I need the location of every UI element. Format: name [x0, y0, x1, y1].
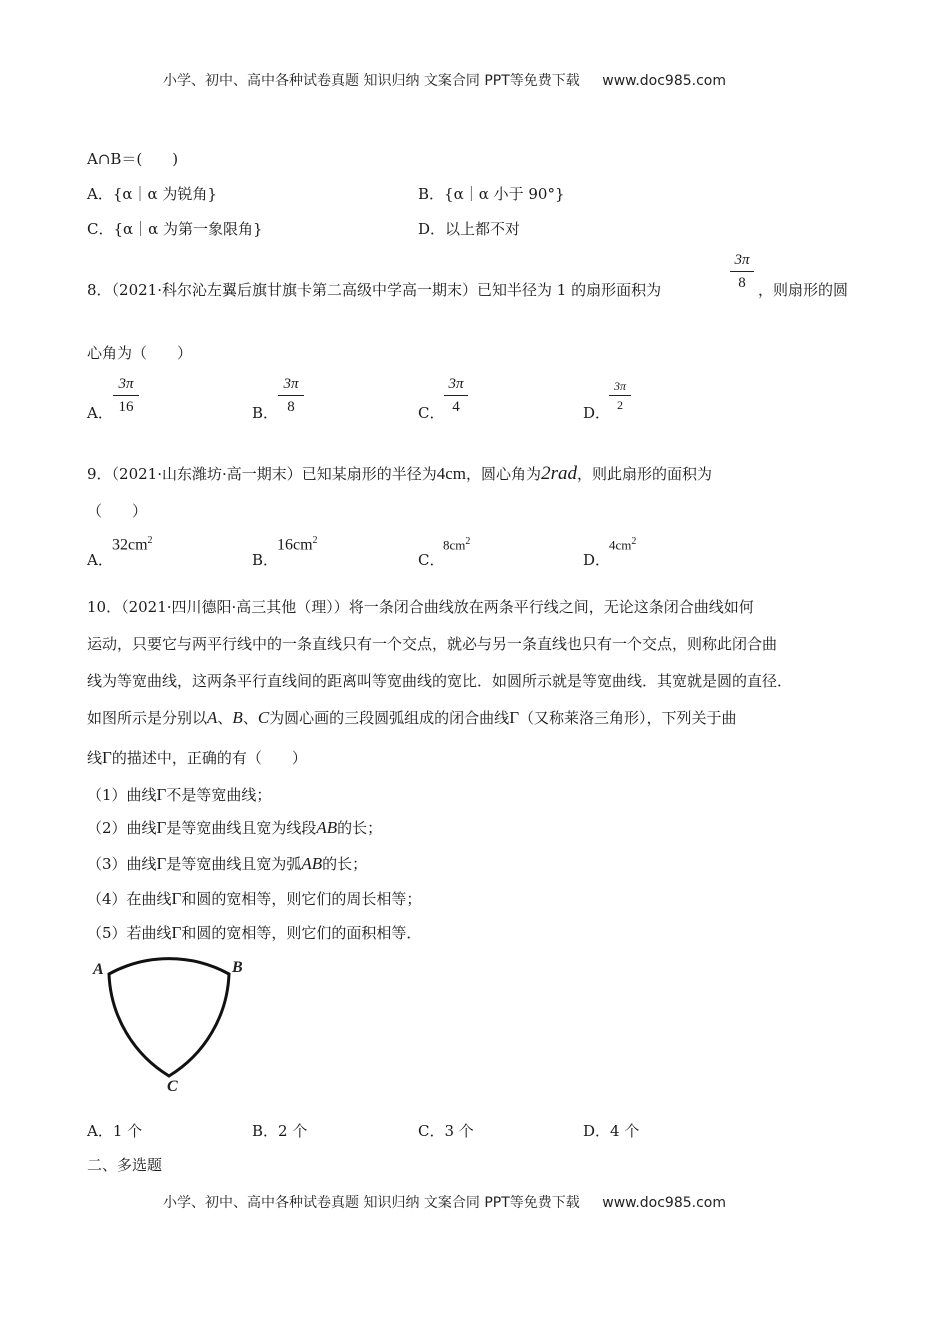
q10-point-a: A [207, 708, 218, 727]
q8-opt-b-num: 3π [283, 376, 299, 392]
q9-opt-d-sup: 2 [631, 536, 637, 547]
fig-label-b: B [232, 959, 243, 976]
q8-option-b-label: B． [252, 404, 279, 422]
section-heading-multi-choice: 二、多选题 [87, 1156, 163, 1174]
q8-opt-a-num: 3π [118, 376, 134, 392]
q9-opt-c-val: 8cm [443, 537, 466, 553]
q9-option-b-value [277, 535, 318, 554]
q9-opt-b-sup: 2 [312, 535, 318, 546]
q10-point-c: C [257, 708, 270, 727]
q10-statement-4 [87, 888, 421, 909]
q8-opt-c-num: 3π [448, 376, 464, 392]
q9-paren: （ ） [87, 502, 148, 520]
q9-opt-b-val: 16cm [277, 536, 313, 554]
q10-statement-2 [87, 817, 382, 838]
q10-s4-b: 和圆的宽相等，则它们的周长相等； [181, 890, 422, 908]
q9-opt-c-sup: 2 [465, 536, 471, 547]
fig-label-a: A [93, 961, 104, 978]
q10-ab-arc: AB [301, 854, 323, 873]
q10-s1-a: （1）曲线 [87, 786, 157, 804]
footer-site: www.doc985.com [602, 1195, 726, 1211]
q10-line4-b: 为圆心画的三段圆弧组成的闭合曲线 [269, 709, 510, 727]
q8-opt-d-den: 2 [617, 398, 623, 412]
q10-line4-a: 如图所示是分别以 [87, 709, 208, 727]
q9-option-c-value [443, 536, 470, 553]
q10-sep2: 、 [242, 709, 258, 727]
q8-stem-line1 [87, 279, 661, 300]
q10-gamma: Γ [171, 923, 182, 942]
q10-line4-c: （又称莱洛三角形），下列关于曲 [519, 709, 737, 727]
q7-option-d: D．以上都不对 [418, 220, 521, 238]
q10-statement-3 [87, 853, 367, 874]
q8-opt-c-den: 4 [452, 399, 460, 415]
q10-option-c: C．3 个 [418, 1122, 474, 1140]
q8-option-a-fraction [113, 374, 139, 417]
q9-radius: 4cm [436, 464, 467, 483]
header-text: 小学、初中、高中各种试卷真题 知识归纳 文案合同 PPT等免费下载 [163, 73, 580, 89]
reuleaux-curve [109, 959, 229, 1076]
q8-option-b-fraction [278, 374, 304, 417]
q10-gamma: Γ [156, 854, 167, 873]
q9-stem-text3: ，则此扇形的面积为 [576, 465, 712, 483]
q8-option-a-label: A． [87, 404, 113, 422]
q10-line1: 10．（2021·四川德阳·高三其他（理））将一条闭合曲线放在两条平行线之间，无论这条闭合曲线如何 [87, 598, 754, 616]
q10-line2: 运动，只要它与两平行线中的一条直线只有一个交点，就必与另一条直线也只有一个交点，则称此闭合曲 [87, 635, 778, 653]
q10-option-a: A．1 个 [87, 1122, 143, 1140]
q10-s2-a: （2）曲线 [87, 819, 157, 837]
q9-stem-text1: 9．（2021·山东潍坊·高一期末）已知某扇形的半径为 [87, 465, 437, 483]
q10-s2-b: 是等宽曲线且宽为线段 [166, 819, 317, 837]
page-footer [163, 1192, 726, 1212]
q10-line5 [87, 747, 307, 768]
q8-stem-line2: 心角为（ ） [87, 344, 193, 362]
q8-stem-fraction [730, 250, 754, 293]
q8-stem-text: 8．（2021·科尔沁左翼后旗甘旗卡第二高级中学高一期末）已知半径为 1 的扇形面积为 [87, 281, 662, 299]
q9-opt-a-val: 32cm [112, 536, 148, 554]
q10-statement-1 [87, 784, 271, 805]
page-header [163, 70, 726, 90]
q10-option-b: B．2 个 [252, 1122, 308, 1140]
fig-label-c: C [167, 1078, 178, 1095]
q8-opt-a-den: 16 [118, 399, 134, 415]
q8-opt-d-num: 3π [613, 379, 626, 393]
q10-point-b: B [232, 708, 243, 727]
q8-option-c-label: C． [418, 404, 445, 422]
q10-line5-b: 的描述中，正确的有（ ） [111, 749, 307, 767]
q9-option-a-value [112, 535, 153, 554]
q9-option-c-label: C． [418, 551, 445, 569]
q10-line4 [87, 707, 737, 728]
q7-stem: A∩B＝( ) [87, 150, 179, 168]
q8-stem-tail: ，则扇形的圆 [758, 281, 849, 299]
q7-option-a: A．{α｜α 为锐角} [87, 185, 217, 203]
q7-option-c: C．{α｜α 为第一象限角} [87, 220, 263, 238]
q10-s3-c: 的长； [322, 855, 368, 873]
q9-option-d-label: D． [583, 551, 611, 569]
q7-option-b: B．{α｜α 小于 90°} [418, 185, 565, 203]
q10-sep1: 、 [217, 709, 233, 727]
q10-s3-b: 是等宽曲线且宽为弧 [166, 855, 302, 873]
q10-gamma: Γ [509, 708, 520, 727]
q8-option-c-fraction [444, 374, 468, 417]
q10-gamma: Γ [171, 889, 182, 908]
q8-opt-b-den: 8 [287, 399, 295, 415]
q10-gamma: Γ [156, 818, 167, 837]
q10-s4-a: （4）在曲线 [87, 890, 172, 908]
q10-s1-b: 不是等宽曲线； [166, 786, 272, 804]
q10-option-d: D．4 个 [583, 1122, 640, 1140]
q9-stem-text2: ，圆心角为 [466, 465, 542, 483]
q10-s3-a: （3）曲线 [87, 855, 157, 873]
q9-opt-d-val: 4cm [609, 537, 632, 553]
q10-s5-b: 和圆的宽相等，则它们的面积相等． [181, 924, 422, 942]
q8-option-d-label: D． [583, 404, 611, 422]
q9-stem-line1 [87, 463, 712, 485]
q8-frac-den: 8 [738, 275, 746, 291]
q10-gamma: Γ [156, 785, 167, 804]
q9-option-b-label: B． [252, 551, 279, 569]
q9-angle: 2rad [541, 463, 577, 484]
q10-ab-segment: AB [316, 818, 338, 837]
reuleaux-triangle-figure [85, 950, 255, 1098]
q9-option-a-label: A． [87, 551, 113, 569]
q9-opt-a-sup: 2 [147, 535, 153, 546]
q10-line3: 线为等宽曲线，这两条平行直线间的距离叫等宽曲线的宽比．如圆所示就是等宽曲线．其宽就是圆的直径． [87, 672, 793, 690]
q10-s5-a: （5）若曲线 [87, 924, 172, 942]
footer-text: 小学、初中、高中各种试卷真题 知识归纳 文案合同 PPT等免费下载 [163, 1195, 580, 1211]
q10-gamma: Γ [102, 748, 112, 767]
q10-statement-5 [87, 922, 421, 943]
header-site: www.doc985.com [602, 73, 726, 89]
q8-frac-num: 3π [734, 252, 750, 268]
q8-option-d-fraction [609, 378, 631, 413]
q10-line5-a: 线 [87, 749, 103, 767]
q9-option-d-value [609, 536, 636, 553]
q10-s2-c: 的长； [337, 819, 383, 837]
